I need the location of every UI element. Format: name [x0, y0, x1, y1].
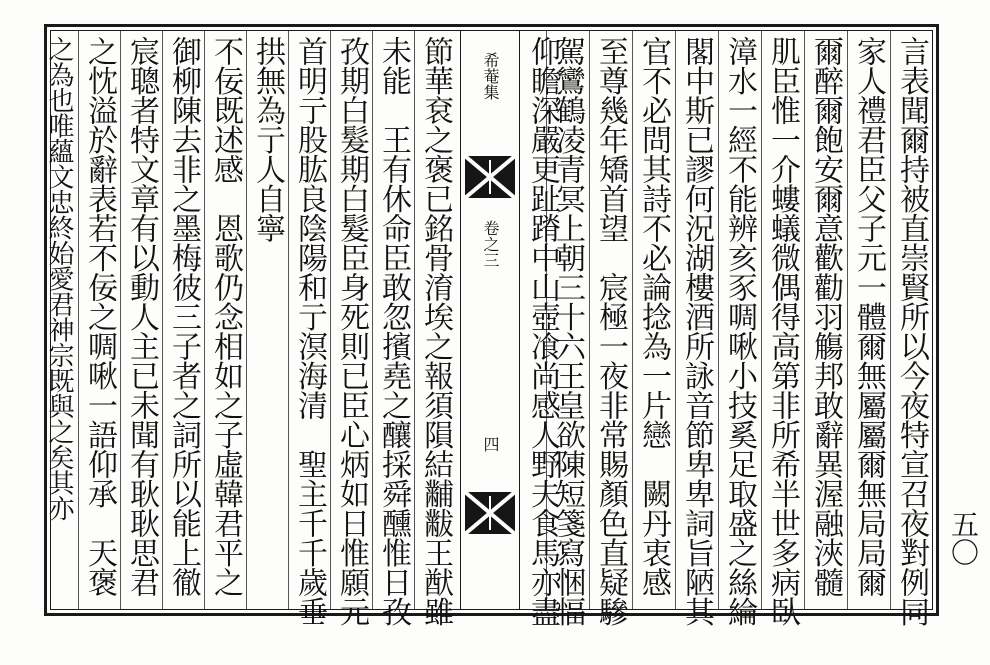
volume-label: 卷之三 — [481, 220, 500, 268]
text-column: 之忱溢於辭表若不佞之啁啾一語仰承 天褒 — [82, 36, 117, 597]
text-column: 宸聰者特文章有以動人主已未聞有耿耿思君 — [124, 36, 159, 597]
text-column: 御柳陳去非之墨梅彼三子者之詞所以能上徹 — [166, 36, 201, 597]
text-column: 家人禮君臣父子元一體爾無屬屬爾無局局爾 — [851, 36, 886, 597]
column-rule — [804, 31, 805, 609]
text-column: 孜期白髮期白髮臣身死則已臣心炳如日惟願元 — [334, 36, 369, 626]
text-column: 駕鸞鶴凌青冥上朝三十六王皇欲陳短箋寫悃愊 — [550, 36, 585, 626]
column-rule — [632, 31, 633, 609]
text-column: 閣中斯已謬何況湖樓酒所詠音節卑卑詞旨陋其 — [679, 36, 714, 626]
column-rule — [675, 31, 676, 609]
column-rule — [372, 31, 373, 609]
text-column: 之為也唯蘊文忠終始愛君神宗既與之矣其亦 — [44, 36, 74, 521]
column-rule — [718, 31, 719, 609]
column-rule — [78, 31, 79, 609]
text-column: 拱無為亍人自寧 — [250, 36, 285, 243]
column-rule — [890, 31, 891, 609]
text-column: 首明亍股肱良陰陽和亍溟海清 聖主千千歲垂 — [292, 36, 327, 626]
column-rule — [246, 31, 247, 609]
text-column: 爾醉爾飽安爾意歡勸羽觴邦敢辭異渥融浹髓 — [808, 36, 843, 597]
folio-number: 五〇 — [947, 510, 980, 566]
fish-tail-icon — [465, 492, 515, 534]
text-column: 官不必問其詩不必論捻為一片戀 闕丹衷感 — [636, 36, 671, 597]
column-rule — [162, 31, 163, 609]
column-rule — [120, 31, 121, 609]
text-column: 言表聞爾持被直崇賢所以今夜特宣召夜對例同 — [894, 36, 929, 626]
column-rule — [204, 31, 205, 609]
book-title: 希菴集 — [481, 52, 500, 100]
text-column: 肌臣惟一介螻蟻微偶得高第非所希半世多病臥 — [765, 36, 800, 626]
column-rule — [761, 31, 762, 609]
text-column: 漳水一經不能辨亥豕啁啾小技奚足取盛之絲綸 — [722, 36, 757, 626]
column-rule — [330, 31, 331, 609]
column-rule — [589, 31, 590, 609]
fish-tail-icon — [465, 156, 515, 198]
text-column: 不佞既述感 恩歌仍念相如之子虛韓君平之 — [208, 36, 243, 597]
text-column: 未能 王有休命臣敢忽擯堯之釀採舜醺惟日孜 — [376, 36, 411, 626]
center-strip — [460, 30, 520, 610]
column-rule — [288, 31, 289, 609]
text-column: 仰瞻深嚴更趾蹐中山壺飡尚感人野夫食馬亦盡 — [525, 36, 560, 626]
text-column: 至尊幾年矯首望 宸極一夜非常賜顏色直疑驂 — [593, 36, 628, 626]
page-number: 四 — [481, 436, 500, 452]
column-rule — [414, 31, 415, 609]
column-rule — [847, 31, 848, 609]
text-column: 節華袞之褒已銘骨淯埃之報須隕結黼黻王猷雖 — [418, 36, 453, 626]
